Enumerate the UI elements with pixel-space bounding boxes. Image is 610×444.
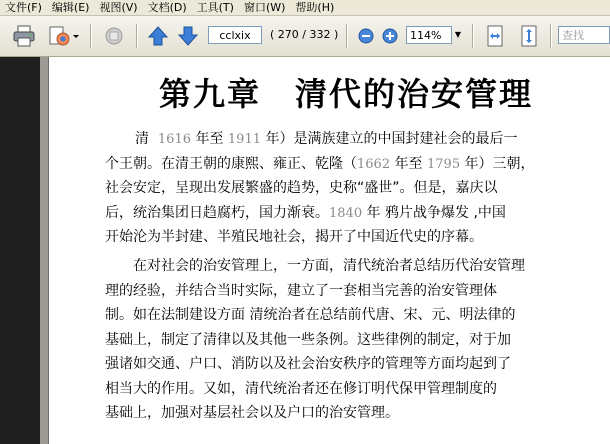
page-count: ( 270 / 332 ) — [270, 28, 339, 41]
menu-bar — [0, 0, 610, 16]
chevron-down-icon[interactable]: ▼ — [454, 30, 462, 39]
paragraph-line: 开始沦为半封建、半殖民地社会，揭开了中国近代史的序幕。 — [105, 229, 483, 245]
zoom-in-button[interactable] — [380, 22, 400, 50]
page-options-button[interactable] — [46, 22, 82, 50]
paragraph-line — [105, 152, 605, 177]
text-run: 个王朝。在清王朝的康熙、雍正、乾隆（ — [105, 155, 357, 172]
print-button[interactable] — [10, 22, 38, 50]
document-viewport — [0, 57, 610, 444]
next-page-icon — [178, 25, 198, 47]
printer-icon — [12, 25, 36, 47]
paragraph-line: 基础上，加强对基层社会以及户口的治安管理。 — [105, 405, 399, 421]
text-run: 年 鸦片战争爆发 ,中国 — [366, 204, 506, 221]
toolbar-separator — [472, 24, 474, 48]
menu-help[interactable]: 帮助(H) — [295, 1, 335, 14]
paragraph-2 — [105, 254, 605, 426]
zoom-out-icon — [358, 28, 374, 44]
paragraph-line: 在对社会的治安管理上，一方面，清代统治者总结历代治安管理 — [133, 258, 525, 274]
paragraph-line: 基础上，制定了清律以及其他一些条例。这些律例的制定，对于加 — [105, 331, 511, 348]
toolbar-separator — [346, 24, 348, 48]
toolbar-separator — [550, 24, 552, 48]
next-page-button[interactable] — [176, 22, 200, 50]
text-run: 年至 — [394, 155, 423, 172]
paragraph-line — [105, 127, 605, 152]
menu-file[interactable]: 文件(F) — [5, 1, 42, 14]
toolbar-separator — [136, 24, 138, 48]
year: 1911 — [227, 132, 261, 147]
rotate-icon — [103, 25, 125, 47]
text-run: 年）是满族建立的中国封建社会的最后一 — [265, 131, 518, 147]
fit-page-button[interactable] — [516, 22, 542, 50]
menu-edit[interactable]: 编辑(E) — [51, 1, 90, 14]
page-number-input[interactable]: cclxix — [208, 26, 262, 44]
paragraph-line — [105, 201, 605, 226]
rotate-button[interactable] — [100, 22, 128, 50]
navigation-pane — [0, 57, 40, 444]
paragraph-1 — [105, 127, 605, 250]
document-page — [48, 57, 610, 444]
chapter-title: 第九章 清代的治安管理 — [159, 75, 534, 113]
previous-page-button[interactable] — [146, 22, 170, 50]
paragraph-line: 社会安定，呈现出发展繁盛的趋势，史称“盛世”。但是，嘉庆以 — [105, 180, 498, 196]
menu-tools[interactable]: 工具(T) — [196, 1, 234, 14]
year: 1840 — [329, 205, 363, 221]
text-run: 年）三朝， — [464, 155, 535, 172]
text-run: 年至 — [195, 131, 224, 147]
paragraph-line: 相当大的作用。又如，清代统治者还在修订明代保甲管理制度的 — [105, 380, 497, 397]
search-input[interactable]: 查找 — [558, 26, 610, 44]
menu-window[interactable]: 窗口(W) — [243, 1, 286, 14]
paragraph-line: 理的经验，并结合当时实际，建立了一套相当完善的治安管理体 — [105, 282, 497, 299]
paragraph-line: 强诸如交通、户口、消防以及社会治安秩序的管理等方面均起到了 — [105, 356, 511, 372]
year: 1795 — [427, 156, 461, 172]
menu-document[interactable]: 文档(D) — [147, 1, 187, 14]
paragraph-line: 制。如在法制建设方面 清统治者在总结前代唐、宋、元、明法律的 — [105, 307, 516, 323]
fit-width-icon — [485, 25, 505, 47]
previous-page-icon — [148, 25, 168, 47]
text-run: 后，统治集团日趋腐朽，国力渐衰。 — [105, 204, 329, 221]
menu-view[interactable]: 视图(V) — [99, 1, 138, 14]
year: 1662 — [357, 156, 391, 172]
zoom-out-button[interactable] — [356, 22, 376, 50]
zoom-input[interactable]: 114% — [406, 26, 452, 44]
year: 1616 — [157, 132, 191, 147]
page-options-icon — [46, 25, 82, 47]
zoom-in-icon — [382, 28, 398, 44]
toolbar-separator — [90, 24, 92, 48]
text-run: 清 — [135, 131, 149, 147]
fit-page-icon — [519, 25, 539, 47]
toolbar — [0, 16, 610, 57]
fit-width-button[interactable] — [482, 22, 508, 50]
